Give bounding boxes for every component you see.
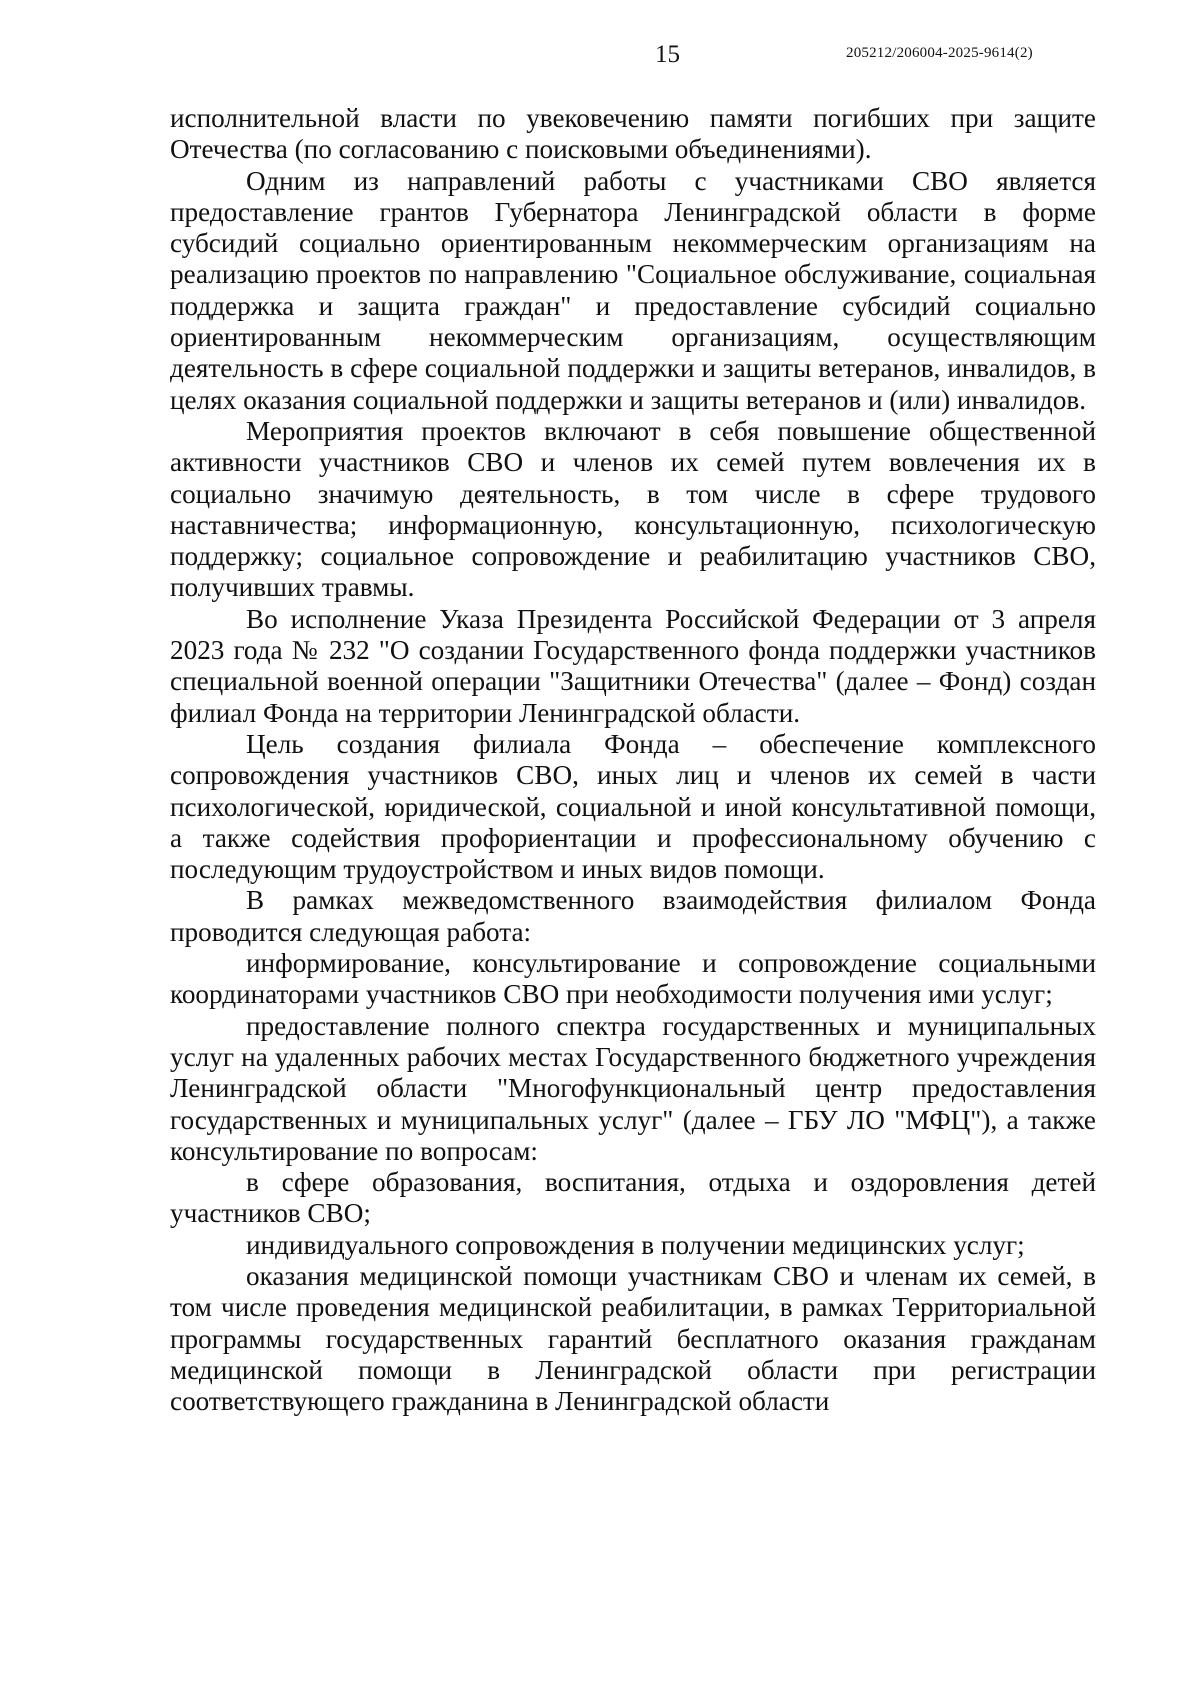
list-item: в сфере образования, воспитания, отдыха и оздоровления детей участников СВО; <box>170 1167 1096 1229</box>
list-item: предоставление полного спектра государственных и муниципальных услуг на удаленных рабочих местах Государственного бюджетного учреждения Ленинградской области "Многофункциональный центр предоставления государственных и муниципальных услуг" (далее – ГБУ ЛО "МФЦ"), а также консультирование по вопросам: <box>170 1010 1096 1166</box>
paragraph: исполнительной власти по увековечению памяти погибших при защите Отечества (по согласованию с поисковыми объединениями). <box>170 103 1096 165</box>
list-item: оказания медицинской помощи участникам СВО и членам их семей, в том числе проведения медицинской реабилитации, в рамках Территориальной программы государственных гарантий бесплатного оказания гражданам медицинской помощи в Ленинградской области при регистрации соответствующего гражданина в Ленинградской области <box>170 1260 1096 1417</box>
list-item: индивидуального сопровождения в получении медицинских услуг; <box>246 1229 1025 1260</box>
paragraph: Во исполнение Указа Президента Российской Федерации от 3 апреля 2023 года № 232 "О создании Государственного фонда поддержки участников специальной военной операции "Защитники Отечества" (далее – Фонд) создан филиал Фонда на территории Ленинградской области. <box>170 603 1096 728</box>
document-body <box>170 103 1096 1417</box>
paragraph: В рамках межведомственного взаимодействия филиалом Фонда проводится следующая работа: <box>170 885 1096 947</box>
paragraph: Одним из направлений работы с участниками СВО является предоставление грантов Губернатора Ленинградской области в форме субсидий социально ориентированным некоммерческим организациям на реализацию проектов по направлению "Социальное обслуживание, социальная поддержка и защита граждан" и предоставление субсидий социально ориентированным некоммерческим организациям, осуществляющим деятельность в сфере социальной поддержки и защиты ветеранов, инвалидов, в целях оказания социальной поддержки и защиты ветеранов и (или) инвалидов. <box>170 165 1096 415</box>
paragraph: Мероприятия проектов включают в себя повышение общественной активности участников СВО и членов их семей путем вовлечения их в социально значимую деятельность, в том числе в сфере трудового наставничества; информационную, консультационную, психологическую поддержку; социальное сопровождение и реабилитацию участников СВО, получивших травмы. <box>170 415 1096 603</box>
paragraph: Цель создания филиала Фонда – обеспечение комплексного сопровождения участников СВО, иных лиц и членов их семей в части психологической, юридической, социальной и иной консультативной помощи, а также содействия профориентации и профессиональному обучению с последующим трудоустройством и иных видов помощи. <box>170 728 1096 885</box>
list-item: информирование, консультирование и сопровождение социальными координаторами участников СВО при необходимости получения ими услуг; <box>170 948 1096 1010</box>
document-registration-code: 205212/206004-2025-9614(2) <box>846 45 1033 61</box>
page-number: 15 <box>655 41 680 68</box>
